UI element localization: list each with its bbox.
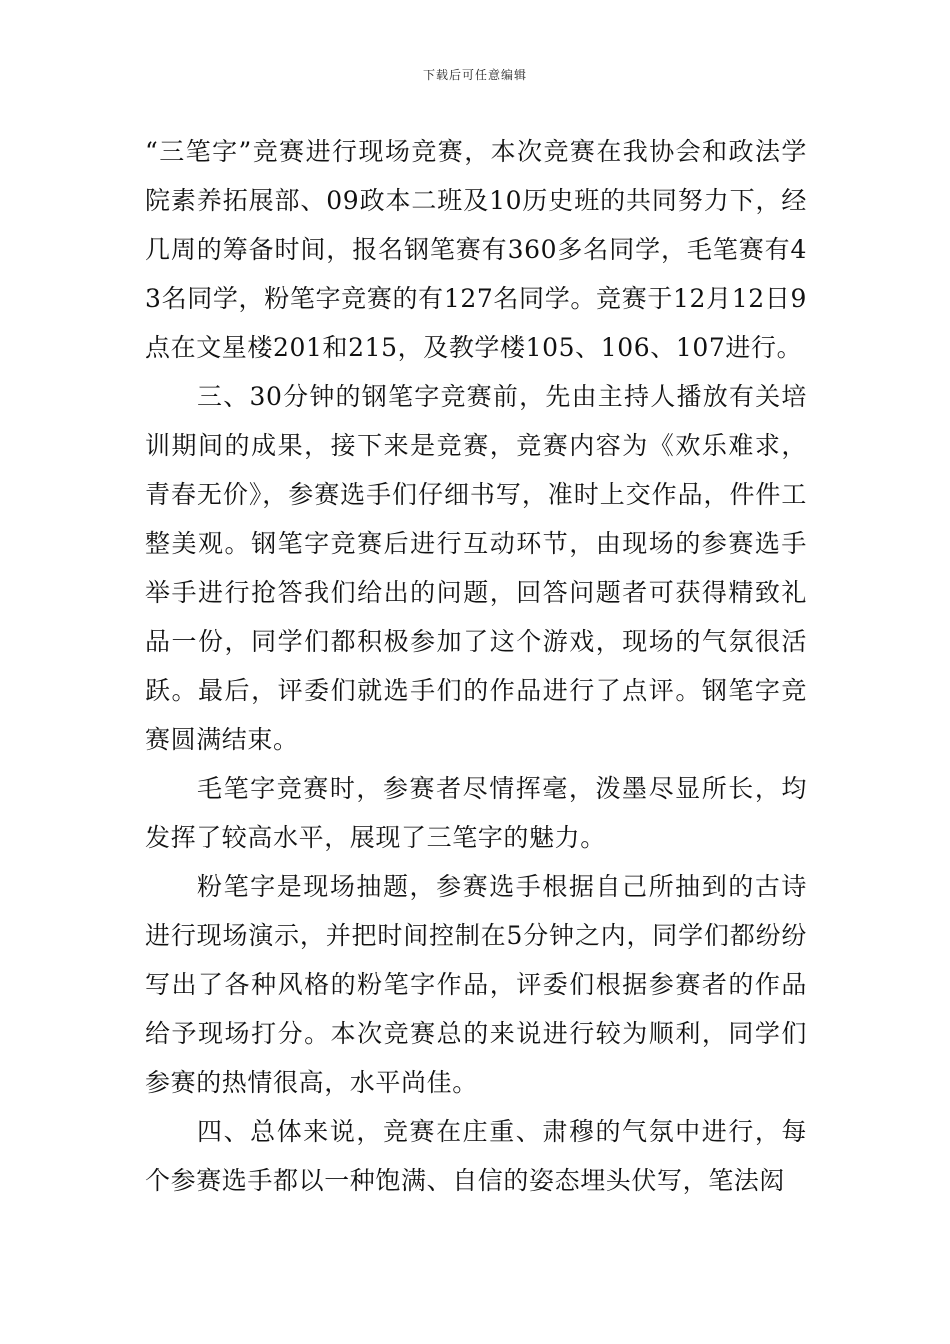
paragraph-chalk-competition: 粉笔字是现场抽题，参赛选手根据自己所抽到的古诗进行现场演示，并把时间控制在5分钟之内，同学们都纷纷写出了各种风格的粉笔字作品，评委们根据参赛者的作品给予现场打分。本次竞赛总的来说进行较为顺利，同学们参赛的热情很高，水平尚佳。 — [145, 872, 807, 1097]
paragraph-competition-overview: “三笔字”竞赛进行现场竞赛，本次竞赛在我协会和政法学院素养拓展部、09政本二班及10历史班的共同努力下，经几周的筹备时间，报名钢笔赛有360多名同学，毛笔赛有43名同学，粉笔字竞赛的有127名同学。竞赛于12月12日9点在文星楼201和215，及教学楼105、106、107进行。 — [145, 137, 807, 362]
document-body — [145, 127, 807, 1205]
paragraph-summary: 四、总体来说，竞赛在庄重、肃穆的气氛中进行，每个参赛选手都以一种饱满、自信的姿态埋头伏写，笔法闳 — [145, 1117, 807, 1195]
page-header-note: 下载后可任意编辑 — [422, 68, 527, 82]
paragraph-pen-competition: 三、30分钟的钢笔字竞赛前，先由主持人播放有关培训期间的成果，接下来是竞赛，竞赛内容为《欢乐难求，青春无价》，参赛选手们仔细书写，准时上交作品，件件工整美观。钢笔字竞赛后进行互动环节，由现场的参赛选手举手进行抢答我们给出的问题，回答问题者可获得精致礼品一份，同学们都积极参加了这个游戏，现场的气氛很活跃。最后，评委们就选手们的作品进行了点评。钢笔字竞赛圆满结束。 — [145, 382, 807, 754]
paragraph-brush-competition: 毛笔字竞赛时，参赛者尽情挥毫，泼墨尽显所长，均发挥了较高水平，展现了三笔字的魅力。 — [145, 774, 807, 852]
